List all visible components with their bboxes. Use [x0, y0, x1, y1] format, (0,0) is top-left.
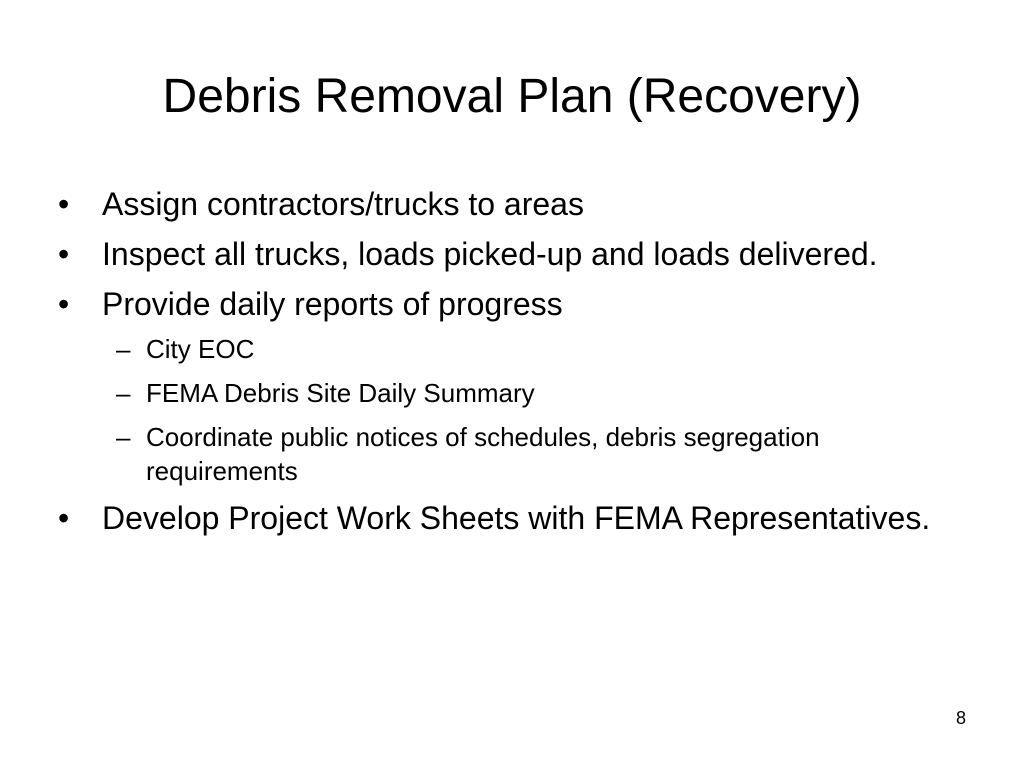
bullet-text: Assign contractors/trucks to areas [102, 186, 584, 222]
bullet-marker: • [58, 236, 70, 272]
sub-bullet-text: City EOC [146, 334, 255, 364]
bullet-list [56, 184, 956, 548]
bullet-text: Inspect all trucks, loads picked-up and loads delivered. [102, 236, 878, 272]
slide-title: Debris Removal Plan (Recovery) [162, 70, 862, 123]
bullet-text: Develop Project Work Sheets with FEMA Representatives. [102, 500, 931, 536]
sub-bullet-marker: – [116, 378, 131, 408]
bullet-text: Provide daily reports of progress [102, 286, 563, 322]
sub-bullet-item [102, 332, 956, 366]
slide-number: 8 [955, 708, 966, 728]
bullet-item [56, 284, 956, 488]
bullet-marker: • [58, 186, 70, 222]
sub-bullet-marker: – [116, 334, 131, 364]
sub-bullet-text: FEMA Debris Site Daily Summary [146, 378, 535, 408]
bullet-item [56, 234, 956, 274]
bullet-item [56, 498, 956, 538]
sub-bullet-marker: – [116, 422, 131, 452]
sub-bullet-item [102, 376, 956, 410]
bullet-marker: • [58, 286, 70, 322]
bullet-marker: • [58, 500, 70, 536]
bullet-item [56, 184, 956, 224]
sub-bullet-item [102, 420, 956, 488]
sub-bullet-text: Coordinate public notices of schedules, debris segregation requirements [146, 422, 820, 486]
sub-bullet-list [102, 332, 956, 488]
